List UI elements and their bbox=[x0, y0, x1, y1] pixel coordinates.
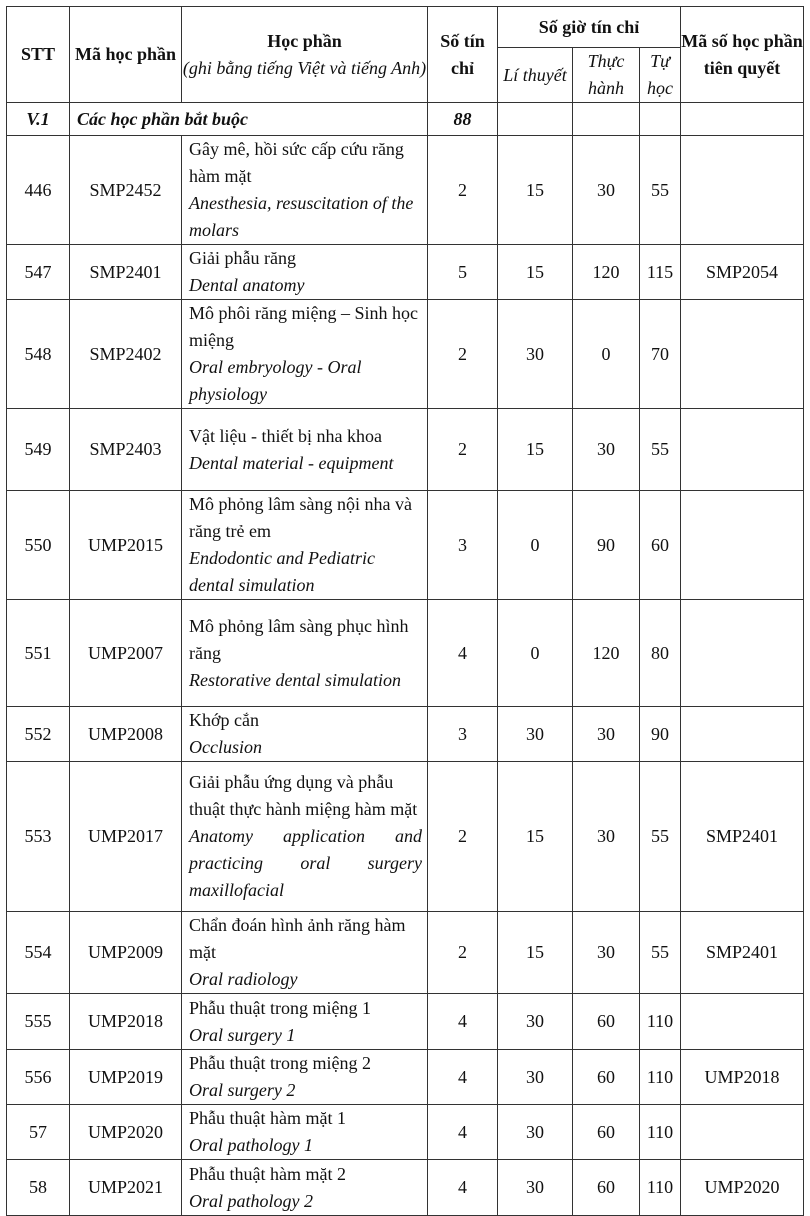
row-self-study: 55 bbox=[640, 912, 681, 994]
row-prerequisite: SMP2401 bbox=[681, 762, 804, 912]
row-code: UMP2015 bbox=[70, 491, 182, 600]
header-stt: STT bbox=[7, 7, 70, 103]
row-practice: 30 bbox=[573, 912, 640, 994]
header-credits: Số tín chỉ bbox=[428, 7, 498, 103]
row-course: Khớp cắn Occlusion bbox=[182, 707, 428, 762]
row-credits: 2 bbox=[428, 912, 498, 994]
row-credits: 4 bbox=[428, 1160, 498, 1216]
row-code: SMP2452 bbox=[70, 136, 182, 245]
table-row bbox=[7, 1050, 804, 1105]
row-course: Phẫu thuật hàm mặt 2 Oral pathology 2 bbox=[182, 1160, 428, 1216]
header-prerequisite: Mã số học phần tiên quyết bbox=[681, 7, 804, 103]
header-theory: Lí thuyết bbox=[498, 48, 573, 103]
section-title: Các học phần bắt buộc bbox=[70, 103, 428, 136]
row-stt: 549 bbox=[7, 409, 70, 491]
row-practice: 30 bbox=[573, 409, 640, 491]
row-self-study: 70 bbox=[640, 300, 681, 409]
row-practice: 120 bbox=[573, 245, 640, 300]
row-self-study: 60 bbox=[640, 491, 681, 600]
row-code: SMP2403 bbox=[70, 409, 182, 491]
table-row bbox=[7, 300, 804, 409]
table-row bbox=[7, 600, 804, 707]
row-self-study: 80 bbox=[640, 600, 681, 707]
table-row bbox=[7, 707, 804, 762]
row-stt: 553 bbox=[7, 762, 70, 912]
row-theory: 0 bbox=[498, 491, 573, 600]
row-credits: 3 bbox=[428, 707, 498, 762]
section-id: V.1 bbox=[7, 103, 70, 136]
row-stt: 554 bbox=[7, 912, 70, 994]
row-self-study: 115 bbox=[640, 245, 681, 300]
row-credits: 4 bbox=[428, 600, 498, 707]
row-practice: 60 bbox=[573, 1160, 640, 1216]
row-credits: 4 bbox=[428, 994, 498, 1050]
row-self-study: 110 bbox=[640, 1050, 681, 1105]
row-credits: 2 bbox=[428, 409, 498, 491]
row-credits: 2 bbox=[428, 136, 498, 245]
row-practice: 30 bbox=[573, 762, 640, 912]
row-code: UMP2008 bbox=[70, 707, 182, 762]
row-course: Mô phỏng lâm sàng phục hình răng Restorative dental simulation bbox=[182, 600, 428, 707]
row-course: Mô phôi răng miệng – Sinh học miệng Oral embryology - Oral physiology bbox=[182, 300, 428, 409]
row-theory: 15 bbox=[498, 912, 573, 994]
row-course: Vật liệu - thiết bị nha khoa Dental material - equipment bbox=[182, 409, 428, 491]
header-credit-hours: Số giờ tín chỉ bbox=[498, 7, 681, 48]
row-theory: 0 bbox=[498, 600, 573, 707]
row-code: UMP2018 bbox=[70, 994, 182, 1050]
header-practice: Thực hành bbox=[573, 48, 640, 103]
row-course: Chẩn đoán hình ảnh răng hàm mặt Oral radiology bbox=[182, 912, 428, 994]
row-theory: 30 bbox=[498, 707, 573, 762]
row-theory: 30 bbox=[498, 300, 573, 409]
row-course: Giải phẫu răng Dental anatomy bbox=[182, 245, 428, 300]
table-row bbox=[7, 245, 804, 300]
row-prerequisite: UMP2020 bbox=[681, 1160, 804, 1216]
row-stt: 556 bbox=[7, 1050, 70, 1105]
row-course: Gây mê, hồi sức cấp cứu răng hàm mặt Anesthesia, resuscitation of the molars bbox=[182, 136, 428, 245]
row-code: UMP2021 bbox=[70, 1160, 182, 1216]
row-self-study: 55 bbox=[640, 409, 681, 491]
row-theory: 30 bbox=[498, 1105, 573, 1160]
row-code: UMP2017 bbox=[70, 762, 182, 912]
row-practice: 30 bbox=[573, 136, 640, 245]
row-code: UMP2009 bbox=[70, 912, 182, 994]
row-course: Phẫu thuật trong miệng 2 Oral surgery 2 bbox=[182, 1050, 428, 1105]
table-row bbox=[7, 491, 804, 600]
row-prerequisite bbox=[681, 1105, 804, 1160]
row-self-study: 90 bbox=[640, 707, 681, 762]
row-theory: 15 bbox=[498, 409, 573, 491]
row-prerequisite: SMP2401 bbox=[681, 912, 804, 994]
row-theory: 30 bbox=[498, 994, 573, 1050]
table-row bbox=[7, 1160, 804, 1216]
row-stt: 57 bbox=[7, 1105, 70, 1160]
row-course: Phẫu thuật hàm mặt 1 Oral pathology 1 bbox=[182, 1105, 428, 1160]
row-code: UMP2019 bbox=[70, 1050, 182, 1105]
row-stt: 547 bbox=[7, 245, 70, 300]
row-theory: 30 bbox=[498, 1050, 573, 1105]
section-row bbox=[7, 103, 804, 136]
row-practice: 120 bbox=[573, 600, 640, 707]
row-practice: 60 bbox=[573, 1050, 640, 1105]
row-self-study: 110 bbox=[640, 1160, 681, 1216]
row-practice: 90 bbox=[573, 491, 640, 600]
table-row bbox=[7, 1105, 804, 1160]
row-self-study: 110 bbox=[640, 994, 681, 1050]
row-stt: 550 bbox=[7, 491, 70, 600]
row-prerequisite bbox=[681, 707, 804, 762]
row-prerequisite bbox=[681, 491, 804, 600]
row-self-study: 110 bbox=[640, 1105, 681, 1160]
row-theory: 15 bbox=[498, 762, 573, 912]
row-prerequisite: SMP2054 bbox=[681, 245, 804, 300]
header-course-subtitle: (ghi bằng tiếng Việt và tiếng Anh) bbox=[182, 57, 427, 78]
row-stt: 58 bbox=[7, 1160, 70, 1216]
header-course-code: Mã học phần bbox=[70, 7, 182, 103]
table-row bbox=[7, 409, 804, 491]
row-stt: 548 bbox=[7, 300, 70, 409]
row-course: Phẫu thuật trong miệng 1 Oral surgery 1 bbox=[182, 994, 428, 1050]
row-prerequisite bbox=[681, 300, 804, 409]
row-credits: 2 bbox=[428, 300, 498, 409]
row-code: SMP2402 bbox=[70, 300, 182, 409]
header-course-title: Học phần bbox=[267, 30, 342, 51]
row-stt: 555 bbox=[7, 994, 70, 1050]
row-prerequisite bbox=[681, 409, 804, 491]
row-prerequisite bbox=[681, 600, 804, 707]
row-code: UMP2007 bbox=[70, 600, 182, 707]
row-stt: 551 bbox=[7, 600, 70, 707]
row-self-study: 55 bbox=[640, 136, 681, 245]
header-self-study: Tự học bbox=[640, 48, 681, 103]
row-self-study: 55 bbox=[640, 762, 681, 912]
row-prerequisite bbox=[681, 994, 804, 1050]
row-theory: 30 bbox=[498, 1160, 573, 1216]
row-credits: 5 bbox=[428, 245, 498, 300]
row-theory: 15 bbox=[498, 245, 573, 300]
row-prerequisite bbox=[681, 136, 804, 245]
table-row bbox=[7, 994, 804, 1050]
row-credits: 4 bbox=[428, 1050, 498, 1105]
row-credits: 2 bbox=[428, 762, 498, 912]
row-stt: 552 bbox=[7, 707, 70, 762]
section-credits: 88 bbox=[428, 103, 498, 136]
header-course bbox=[182, 7, 428, 103]
table-row bbox=[7, 912, 804, 994]
row-credits: 4 bbox=[428, 1105, 498, 1160]
row-practice: 0 bbox=[573, 300, 640, 409]
table-row bbox=[7, 136, 804, 245]
row-practice: 60 bbox=[573, 1105, 640, 1160]
row-course: Giải phẫu ứng dụng và phẫu thuật thực hành miệng hàm mặt Anatomy application and practicing oral surgery maxillofacial bbox=[182, 762, 428, 912]
row-prerequisite: UMP2018 bbox=[681, 1050, 804, 1105]
row-code: SMP2401 bbox=[70, 245, 182, 300]
row-practice: 30 bbox=[573, 707, 640, 762]
row-course: Mô phỏng lâm sàng nội nha và răng trẻ em Endodontic and Pediatric dental simulation bbox=[182, 491, 428, 600]
row-practice: 60 bbox=[573, 994, 640, 1050]
table-row bbox=[7, 762, 804, 912]
row-stt: 446 bbox=[7, 136, 70, 245]
row-theory: 15 bbox=[498, 136, 573, 245]
row-code: UMP2020 bbox=[70, 1105, 182, 1160]
curriculum-table bbox=[6, 6, 804, 1216]
row-credits: 3 bbox=[428, 491, 498, 600]
